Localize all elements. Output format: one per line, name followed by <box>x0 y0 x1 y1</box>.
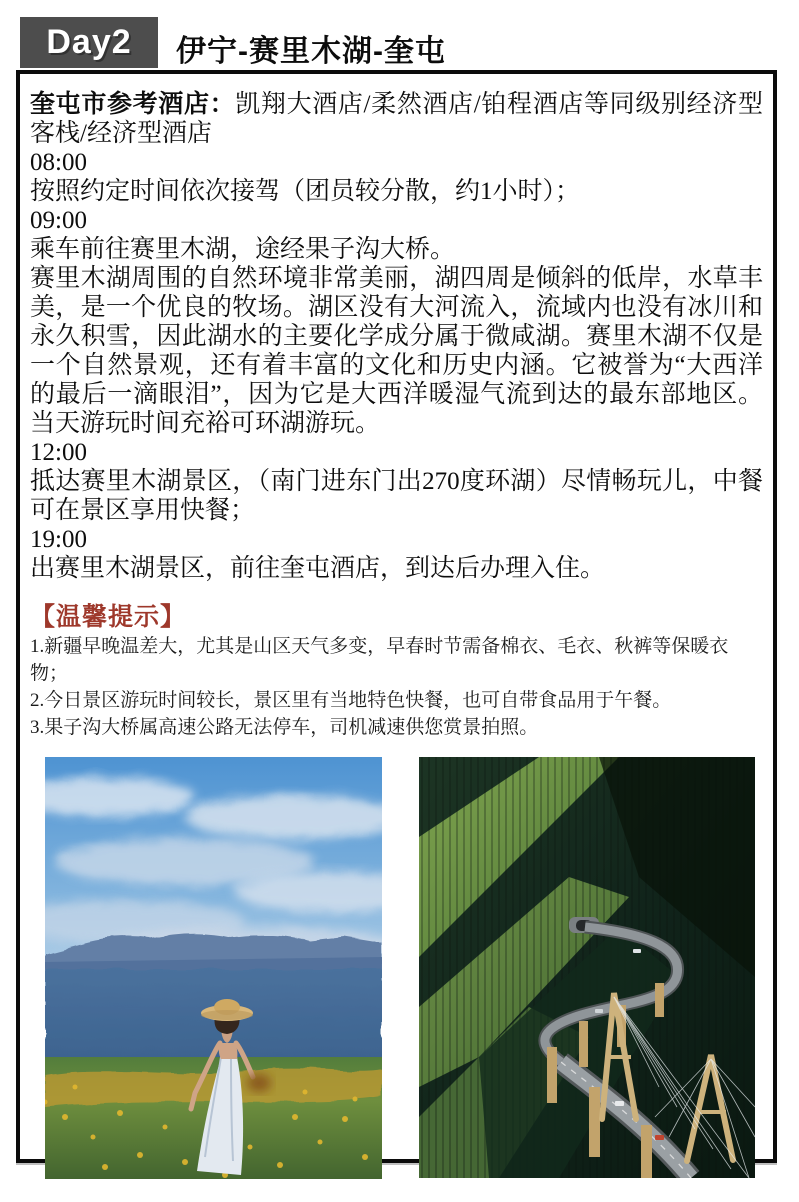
tip-item: 1.新疆早晚温差大，尤其是山区天气多变，早春时节需备棉衣、毛衣、秋裤等保暖衣物； <box>30 636 729 684</box>
hotel-label: 奎屯市参考酒店： <box>30 91 236 118</box>
guozigou-bridge-photo <box>419 757 755 1178</box>
tip-item: 2.今日景区游玩时间较长，景区里有当地特色快餐，也可自带食品用于午餐。 <box>30 690 672 711</box>
schedule-time: 08:00 <box>30 149 87 176</box>
schedule-paragraph: 出赛里木湖景区，前往奎屯酒店，到达后办理入住。 <box>30 555 606 582</box>
schedule-time: 12:00 <box>30 439 87 466</box>
tips-section <box>30 603 763 741</box>
schedule-paragraph: 乘车前往赛里木湖，途经果子沟大桥。 <box>30 236 456 263</box>
hotel-line <box>30 90 763 148</box>
tips-title: 【温馨提示】 <box>30 604 187 631</box>
tips-list <box>30 633 763 741</box>
schedule-time: 19:00 <box>30 526 87 553</box>
photos-row <box>30 757 763 1179</box>
schedule-paragraph: 按照约定时间依次接驾（团员较分散，约1小时）； <box>30 178 581 205</box>
tip-item: 3.果子沟大桥属高速公路无法停车，司机减速供您赏景拍照。 <box>30 717 539 738</box>
day-badge <box>20 17 158 68</box>
route-title: 伊宁-赛里木湖-奎屯 <box>176 35 446 68</box>
hotel-text: 凯翔大酒店/柔然酒店/铂程酒店等同级别经济型客栈/经济型酒店 <box>30 91 763 147</box>
day-label: Day2 <box>46 23 132 61</box>
sayram-lake-photo <box>45 757 382 1179</box>
schedule-paragraph: 抵达赛里木湖景区，（南门进东门出270度环湖）尽情畅玩儿，中餐可在景区享用快餐； <box>30 468 763 524</box>
schedule-list <box>30 148 763 583</box>
itinerary-box <box>16 70 777 1163</box>
schedule-paragraph: 赛里木湖周围的自然环境非常美丽，湖四周是倾斜的低岸，水草丰美，是一个优良的牧场。湖区没有大河流入，流域内也没有冰川和永久积雪，因此湖水的主要化学成分属于微咸湖。赛里木湖不仅是一个自然景观，还有着丰富的文化和历史内涵。它被誉为“大西洋的最后一滴眼泪”，因为它是大西洋暖湿气流到达的最东部地区。当天游玩时间充裕可环湖游玩。 <box>30 265 763 437</box>
schedule-time: 09:00 <box>30 207 87 234</box>
itinerary-body <box>30 90 763 583</box>
